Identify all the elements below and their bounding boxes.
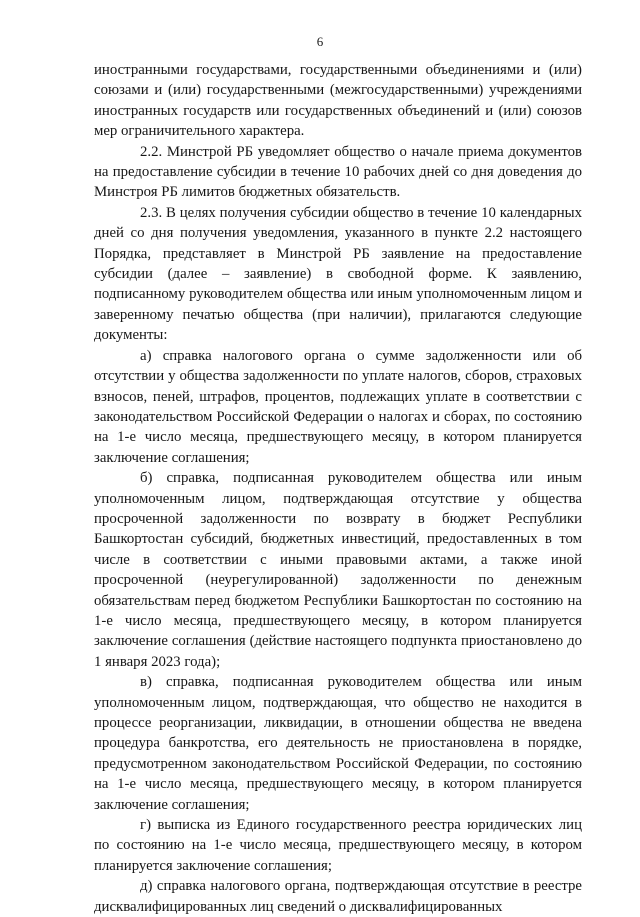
list-item-v: в) справка, подписанная руководителем общества или иным уполномоченным лицом, подтверждающая, что общество не находится в процессе реорганизации, ликвидации, в отношении общества не введена процедура банкротства, его деятельность не приостановлена в порядке, предусмотренном законодательством Российской Федерации, по состоянию на 1-е число месяца, предшествующего месяцу, в котором планируется заключение соглашения; xyxy=(94,674,582,813)
document-body xyxy=(94,60,582,917)
page-number: 6 xyxy=(316,34,324,49)
list-item-d: д) справка налогового органа, подтверждающая отсутствие в реестре дисквалифицированных лиц сведений о дисквалифицированных xyxy=(94,878,582,915)
list-item-b: б) справка, подписанная руководителем общества или иным уполномоченным лицом, подтверждающая отсутствие у общества просроченной задолженности по возврату в бюджет Республики Башкортостан субсидий, бюджетных инвестиций, предоставленных в том числе в соответствии с иными правовыми актами, а также иной просроченной (неурегулированной) задолженности по денежным обязательствам перед бюджетом Республики Башкортостан по состоянию на 1-е число месяца, предшествующего месяцу, в котором планируется заключение соглашения (действие настоящего подпункта приостановлено до 1 января 2023 года); xyxy=(94,470,582,670)
paragraph-2-2: 2.2. Минстрой РБ уведомляет общество о начале приема документов на предоставление субсидии в течение 10 рабочих дней со дня доведения до Минстроя РБ лимитов бюджетных обязательств. xyxy=(94,143,582,201)
paragraph-continuation: иностранными государствами, государственными объединениями и (или) союзами и (или) государственными (межгосударственными) учреждениями иностранных государств или государственных объединений и (или) союзов мер ограничительного характера. xyxy=(94,62,582,140)
list-item-a: а) справка налогового органа о сумме задолженности или об отсутствии у общества задолженности по уплате налогов, сборов, страховых взносов, пеней, штрафов, процентов, подлежащих уплате в соответствии с законодательством Российской Федерации о налогах и сборах, по состоянию на 1-е число месяца, предшествующего месяцу, в котором планируется заключение соглашения; xyxy=(94,347,582,466)
list-item-g: г) выписка из Единого государственного реестра юридических лиц по состоянию на 1-е число месяца, предшествующего месяцу, в котором планируется заключение соглашения; xyxy=(94,817,582,874)
paragraph-2-3: 2.3. В целях получения субсидии общество в течение 10 календарных дней со дня получения уведомления, указанного в пункте 2.2 настоящего Порядка, представляет в Минстрой РБ заявление на предоставление субсидии (далее – заявление) в свободной форме. К заявлению, подписанному руководителем общества или иным уполномоченным лицом и заверенному печатью общества (при наличии), прилагаются следующие документы: xyxy=(94,204,582,344)
